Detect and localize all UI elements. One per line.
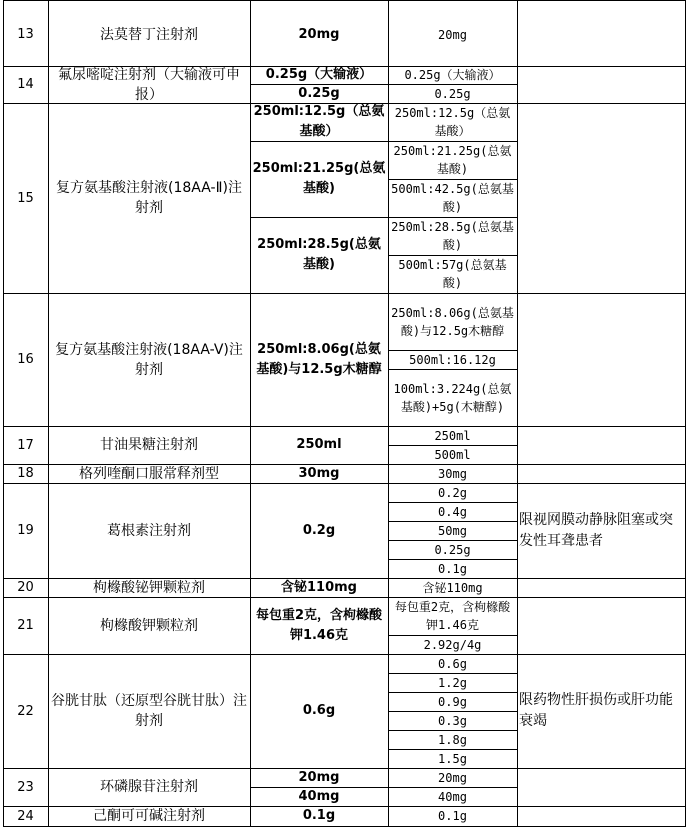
row-number: 22 xyxy=(17,703,34,719)
drug-name: 环磷腺苷注射剂 xyxy=(100,779,198,795)
grid-line xyxy=(388,255,518,256)
restriction-note xyxy=(517,3,685,66)
drug-name: 枸橼酸铋钾颗粒剂 xyxy=(93,579,205,596)
restriction-note: 限视网膜动静脉阻塞或突发性耳聋患者 xyxy=(519,511,673,549)
package-spec: 0.2g xyxy=(438,485,467,500)
grid-line xyxy=(3,0,4,827)
row-number: 13 xyxy=(17,27,34,42)
package-spec: 500ml:16.12g xyxy=(409,352,496,367)
grid-line xyxy=(388,0,389,827)
specification: 0.2g xyxy=(302,522,336,538)
grid-line xyxy=(388,369,518,370)
specification: 每包重2克，含枸橼酸钾1.46克 xyxy=(255,607,383,643)
row-number: 24 xyxy=(17,808,34,824)
specification: 20mg xyxy=(298,26,340,42)
drug-name: 格列喹酮口服常释剂型 xyxy=(79,465,219,482)
restriction-note xyxy=(517,597,685,654)
specification: 40mg xyxy=(298,788,340,804)
grid-line xyxy=(517,0,518,827)
package-spec: 500ml:57g(总氨基酸) xyxy=(398,258,507,290)
restriction-note xyxy=(517,66,685,103)
row-number: 15 xyxy=(17,190,34,206)
package-spec: 1.8g xyxy=(438,732,467,747)
drug-name: 复方氨基酸注射液(18AA-Ⅱ)注射剂 xyxy=(56,180,242,216)
row-number: 23 xyxy=(17,779,34,795)
grid-line xyxy=(388,673,518,674)
package-spec: 30mg xyxy=(438,466,467,481)
package-spec: 1.2g xyxy=(438,675,467,690)
grid-line xyxy=(250,787,389,788)
grid-line xyxy=(48,0,49,827)
specification: 含铋110mg xyxy=(281,579,357,595)
grid-line xyxy=(388,445,518,446)
package-spec: 每包重2克，含枸橼酸钾1.46克 xyxy=(394,600,511,632)
restriction-note xyxy=(517,768,685,806)
restriction-note xyxy=(517,103,685,293)
specification: 250ml:8.06g(总氨基酸)与12.5g木糖醇 xyxy=(256,341,382,377)
row-number: 20 xyxy=(17,580,34,595)
grid-line xyxy=(250,217,389,218)
restriction-note: 限药物性肝损伤或肝功能衰竭 xyxy=(519,692,673,729)
specification: 0.25g xyxy=(298,85,340,101)
package-spec: 40mg xyxy=(438,789,467,804)
specification: 0.25g（大输液） xyxy=(265,67,373,82)
grid-line xyxy=(3,0,686,1)
row-number: 14 xyxy=(17,77,34,92)
package-spec: 500ml:42.5g(总氨基酸) xyxy=(391,182,514,214)
package-spec: 20mg xyxy=(438,770,467,785)
package-spec: 0.25g xyxy=(434,86,471,101)
restriction-note xyxy=(517,426,685,464)
specification: 250ml:21.25g(总氨基酸) xyxy=(252,161,386,196)
package-spec: 0.25g xyxy=(434,542,471,557)
drug-name: 法莫替丁注射剂 xyxy=(100,26,198,43)
package-spec: 含铋110mg xyxy=(422,580,483,595)
package-spec: 0.1g xyxy=(438,561,467,576)
grid-line xyxy=(685,0,686,827)
row-number: 21 xyxy=(17,618,34,633)
row-number: 18 xyxy=(17,466,34,481)
drug-name: 甘油果糖注射剂 xyxy=(100,437,198,453)
specification: 0.6g xyxy=(302,703,336,718)
package-spec: 250ml:28.5g(总氨基酸) xyxy=(391,220,514,252)
package-spec: 100ml:3.224g(总氨基酸)+5g(木糖醇) xyxy=(393,381,512,414)
restriction-note xyxy=(517,293,685,426)
grid-line xyxy=(250,84,389,85)
restriction-note xyxy=(517,806,685,826)
drug-name: 己酮可可碱注射剂 xyxy=(93,808,205,824)
grid-line xyxy=(388,502,518,503)
grid-line xyxy=(388,179,518,180)
grid-line xyxy=(388,350,518,351)
grid-line xyxy=(388,521,518,522)
drug-name: 谷胱甘肽（还原型谷胱甘肽）注射剂 xyxy=(51,693,247,729)
drug-name: 氟尿嘧啶注射剂（大输液可申报） xyxy=(58,66,240,103)
grid-line xyxy=(250,141,389,142)
package-spec: 1.5g xyxy=(438,751,467,766)
grid-line xyxy=(388,141,518,142)
package-spec: 0.25g（大输液） xyxy=(404,68,501,82)
grid-line xyxy=(388,749,518,750)
package-spec: 250ml:21.25g(总氨基酸) xyxy=(393,144,512,176)
grid-line xyxy=(388,217,518,218)
specification: 30mg xyxy=(298,465,340,481)
grid-line xyxy=(388,559,518,560)
package-spec: 250ml:8.06g(总氨基酸)与12.5g木糖醇 xyxy=(391,305,514,338)
row-number: 17 xyxy=(17,437,34,453)
package-spec: 250ml:12.5g（总氨基酸） xyxy=(394,106,511,138)
grid-line xyxy=(388,635,518,636)
grid-line xyxy=(388,711,518,712)
package-spec: 20mg xyxy=(438,27,467,42)
package-spec: 250ml xyxy=(434,428,471,443)
package-spec: 50mg xyxy=(438,523,467,538)
package-spec: 0.4g xyxy=(438,504,467,519)
row-number: 19 xyxy=(17,523,34,538)
grid-line xyxy=(250,0,251,827)
grid-line xyxy=(388,692,518,693)
drug-name: 枸橼酸钾颗粒剂 xyxy=(100,617,198,634)
grid-line xyxy=(388,730,518,731)
specification: 0.1g xyxy=(302,808,336,823)
package-spec: 0.1g xyxy=(438,809,467,823)
drug-name: 复方氨基酸注射液(18AA-V)注射剂 xyxy=(55,341,243,378)
package-spec: 500ml xyxy=(434,447,471,462)
package-spec: 0.3g xyxy=(438,713,467,728)
row-number: 16 xyxy=(17,352,34,367)
restriction-note xyxy=(517,578,685,597)
grid-line xyxy=(388,787,518,788)
specification: 250ml:12.5g（总氨基酸） xyxy=(253,104,385,139)
specification: 250ml:28.5g(总氨基酸) xyxy=(257,237,381,272)
grid-line xyxy=(388,540,518,541)
restriction-note xyxy=(517,464,685,483)
specification: 20mg xyxy=(298,769,340,785)
package-spec: 0.9g xyxy=(438,694,467,709)
drug-name: 葛根素注射剂 xyxy=(107,522,191,539)
specification: 250ml xyxy=(296,437,342,452)
grid-line xyxy=(388,84,518,85)
package-spec: 2.92g/4g xyxy=(423,637,482,652)
package-spec: 0.6g xyxy=(438,656,467,671)
